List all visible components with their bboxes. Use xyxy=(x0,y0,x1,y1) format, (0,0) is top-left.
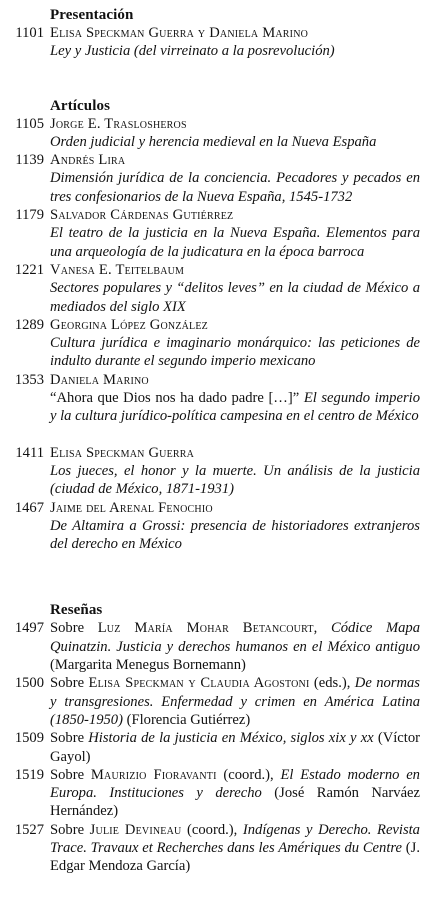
entry-body xyxy=(50,766,426,821)
entry-body xyxy=(50,729,426,766)
entry-title: De Altamira a Grossi: presencia de historiadores extranjeros del derecho en México xyxy=(50,517,420,553)
entry-title: Ley y Justicia (del virreinato a la posrevolución) xyxy=(50,43,335,60)
reviewer-name: (Víctor Gayol) xyxy=(50,730,420,765)
entry-author: Elisa Speckman Guerra xyxy=(50,444,195,461)
page-number: 1527 xyxy=(14,821,44,838)
toc-entry[interactable] xyxy=(0,371,426,426)
reviewed-work-title: Indígenas y Derecho. Revista Trace. Travaux et Recherches dans les Amériques du Centre xyxy=(50,821,420,856)
toc-entry[interactable] xyxy=(0,619,426,674)
entry-author: Maurizio Fioravanti xyxy=(90,766,217,783)
review-prefix: Sobre xyxy=(50,766,91,783)
entry-title: El teatro de la justicia en la Nueva España. Elementos para una arqueología de la judicatura en la época barroca xyxy=(50,225,420,260)
toc-entry[interactable] xyxy=(0,766,426,821)
entry-body xyxy=(50,674,426,729)
reviewer-name: (José Ramón Narváez Hernández) xyxy=(50,785,420,820)
page-number: 1353 xyxy=(14,371,44,388)
entry-author: Jaime del Arenal Fenochio xyxy=(50,499,213,516)
section-heading-articulos: Artículos xyxy=(50,97,111,114)
page-number: 1101 xyxy=(15,25,44,41)
entry-author: Elisa Speckman y Claudia Agostoni xyxy=(88,675,310,692)
entry-author: Vanesa E. Teitelbaum xyxy=(50,261,185,278)
toc-entry[interactable] xyxy=(0,115,426,152)
toc-entry[interactable] xyxy=(0,821,426,876)
toc-entry[interactable] xyxy=(0,261,426,316)
entry-title: Sectores populares y “delitos leves” en la ciudad de México a mediados del siglo XIX xyxy=(50,280,420,315)
page-number: 1497 xyxy=(14,620,44,637)
entry-body xyxy=(50,24,426,61)
page-number: 1221 xyxy=(14,261,44,278)
review-separator: (eds.), xyxy=(309,675,355,692)
articulos-section xyxy=(0,97,426,554)
page-number: 1500 xyxy=(14,675,44,692)
page-number: 1289 xyxy=(14,316,44,333)
review-prefix: Sobre xyxy=(50,620,98,637)
toc-entry[interactable] xyxy=(0,444,426,499)
entry-title: Los jueces, el honor y la muerte. Un análisis de la justicia (ciudad de México, 1871-1931) xyxy=(50,462,420,498)
entry-author: Elisa Speckman Guerra y Daniela Marino xyxy=(50,25,309,41)
entry-body xyxy=(50,206,426,261)
review-separator: , xyxy=(313,620,331,637)
entry-author: Luz María Mohar Betancourt xyxy=(97,620,314,637)
page-number: 1139 xyxy=(15,152,44,169)
review-separator: (coord.), xyxy=(181,821,243,838)
entry-author: Salvador Cárdenas Gutiérrez xyxy=(50,207,234,224)
review-separator: (coord.), xyxy=(216,766,281,783)
entry-body xyxy=(50,151,426,206)
entry-body xyxy=(50,316,426,371)
reviewed-work-title: De normas y transgresiones. Enfermedad y crimen en América Latina (1850-1950) xyxy=(50,675,420,728)
entry-title-quote: “Ahora que Dios nos ha dado padre […]” xyxy=(50,390,300,407)
entry-body xyxy=(50,115,426,152)
review-prefix: Sobre xyxy=(50,730,89,747)
reviewed-work-title: El Estado moderno en Europa. Instituciones y derecho xyxy=(50,766,420,802)
entry-body xyxy=(50,371,426,426)
reviewer-name: (Florencia Gutiérrez) xyxy=(122,711,251,728)
page-number: 1105 xyxy=(15,115,44,132)
entry-body xyxy=(50,444,426,499)
section-heading-presentacion: Presentación xyxy=(50,7,134,23)
toc-entry[interactable] xyxy=(0,316,426,371)
entry-title: Orden judicial y herencia medieval en la Nueva España xyxy=(50,133,377,150)
page-number: 1179 xyxy=(15,207,44,224)
reviewed-work-title: Historia de la justicia en México, siglos xix y xx xyxy=(88,730,374,747)
resenas-section xyxy=(0,601,426,875)
toc-entry[interactable] xyxy=(0,151,426,206)
toc-entry[interactable] xyxy=(0,499,426,554)
reviewed-work-title: Códice Mapa Quinatzin. Justicia y derechos humanos en el México antiguo xyxy=(50,620,420,655)
toc-entry[interactable] xyxy=(0,24,426,61)
entry-author: Andrés Lira xyxy=(50,152,126,169)
entry-author: Daniela Marino xyxy=(50,371,149,388)
page-number: 1411 xyxy=(15,444,44,461)
page-number: 1467 xyxy=(14,499,44,516)
page-number: 1519 xyxy=(14,766,44,783)
entry-title: Cultura jurídica e imaginario monárquico: las peticiones de indulto durante el segundo imperio mexicano xyxy=(50,335,420,370)
section-heading-resenas: Reseñas xyxy=(50,602,103,619)
presentacion-section xyxy=(0,0,426,61)
entry-body xyxy=(50,619,426,674)
entry-author: Jorge E. Traslosheros xyxy=(50,115,187,132)
entry-title-rest: El segundo imperio y la cultura jurídico-política campesina en el centro de México xyxy=(50,390,420,425)
entry-body xyxy=(50,821,426,876)
review-prefix: Sobre xyxy=(50,821,90,838)
entry-body xyxy=(50,261,426,316)
entry-author: Julie Devineau xyxy=(89,821,182,838)
toc-entry[interactable] xyxy=(0,206,426,261)
entry-body xyxy=(50,499,426,554)
entry-title: Dimensión jurídica de la conciencia. Pecadores y pecados en tres confesionarios de la Nueva España, 1545-1732 xyxy=(50,170,420,205)
page-number: 1509 xyxy=(14,730,44,747)
reviewer-name: (J. Edgar Mendoza García) xyxy=(50,839,420,875)
entry-author: Georgina López González xyxy=(50,316,208,333)
toc-entry[interactable] xyxy=(0,729,426,766)
reviewer-name: (Margarita Menegus Bornemann) xyxy=(50,657,246,674)
entry-title xyxy=(50,389,420,426)
review-prefix: Sobre xyxy=(50,675,89,692)
toc-entry[interactable] xyxy=(0,674,426,729)
